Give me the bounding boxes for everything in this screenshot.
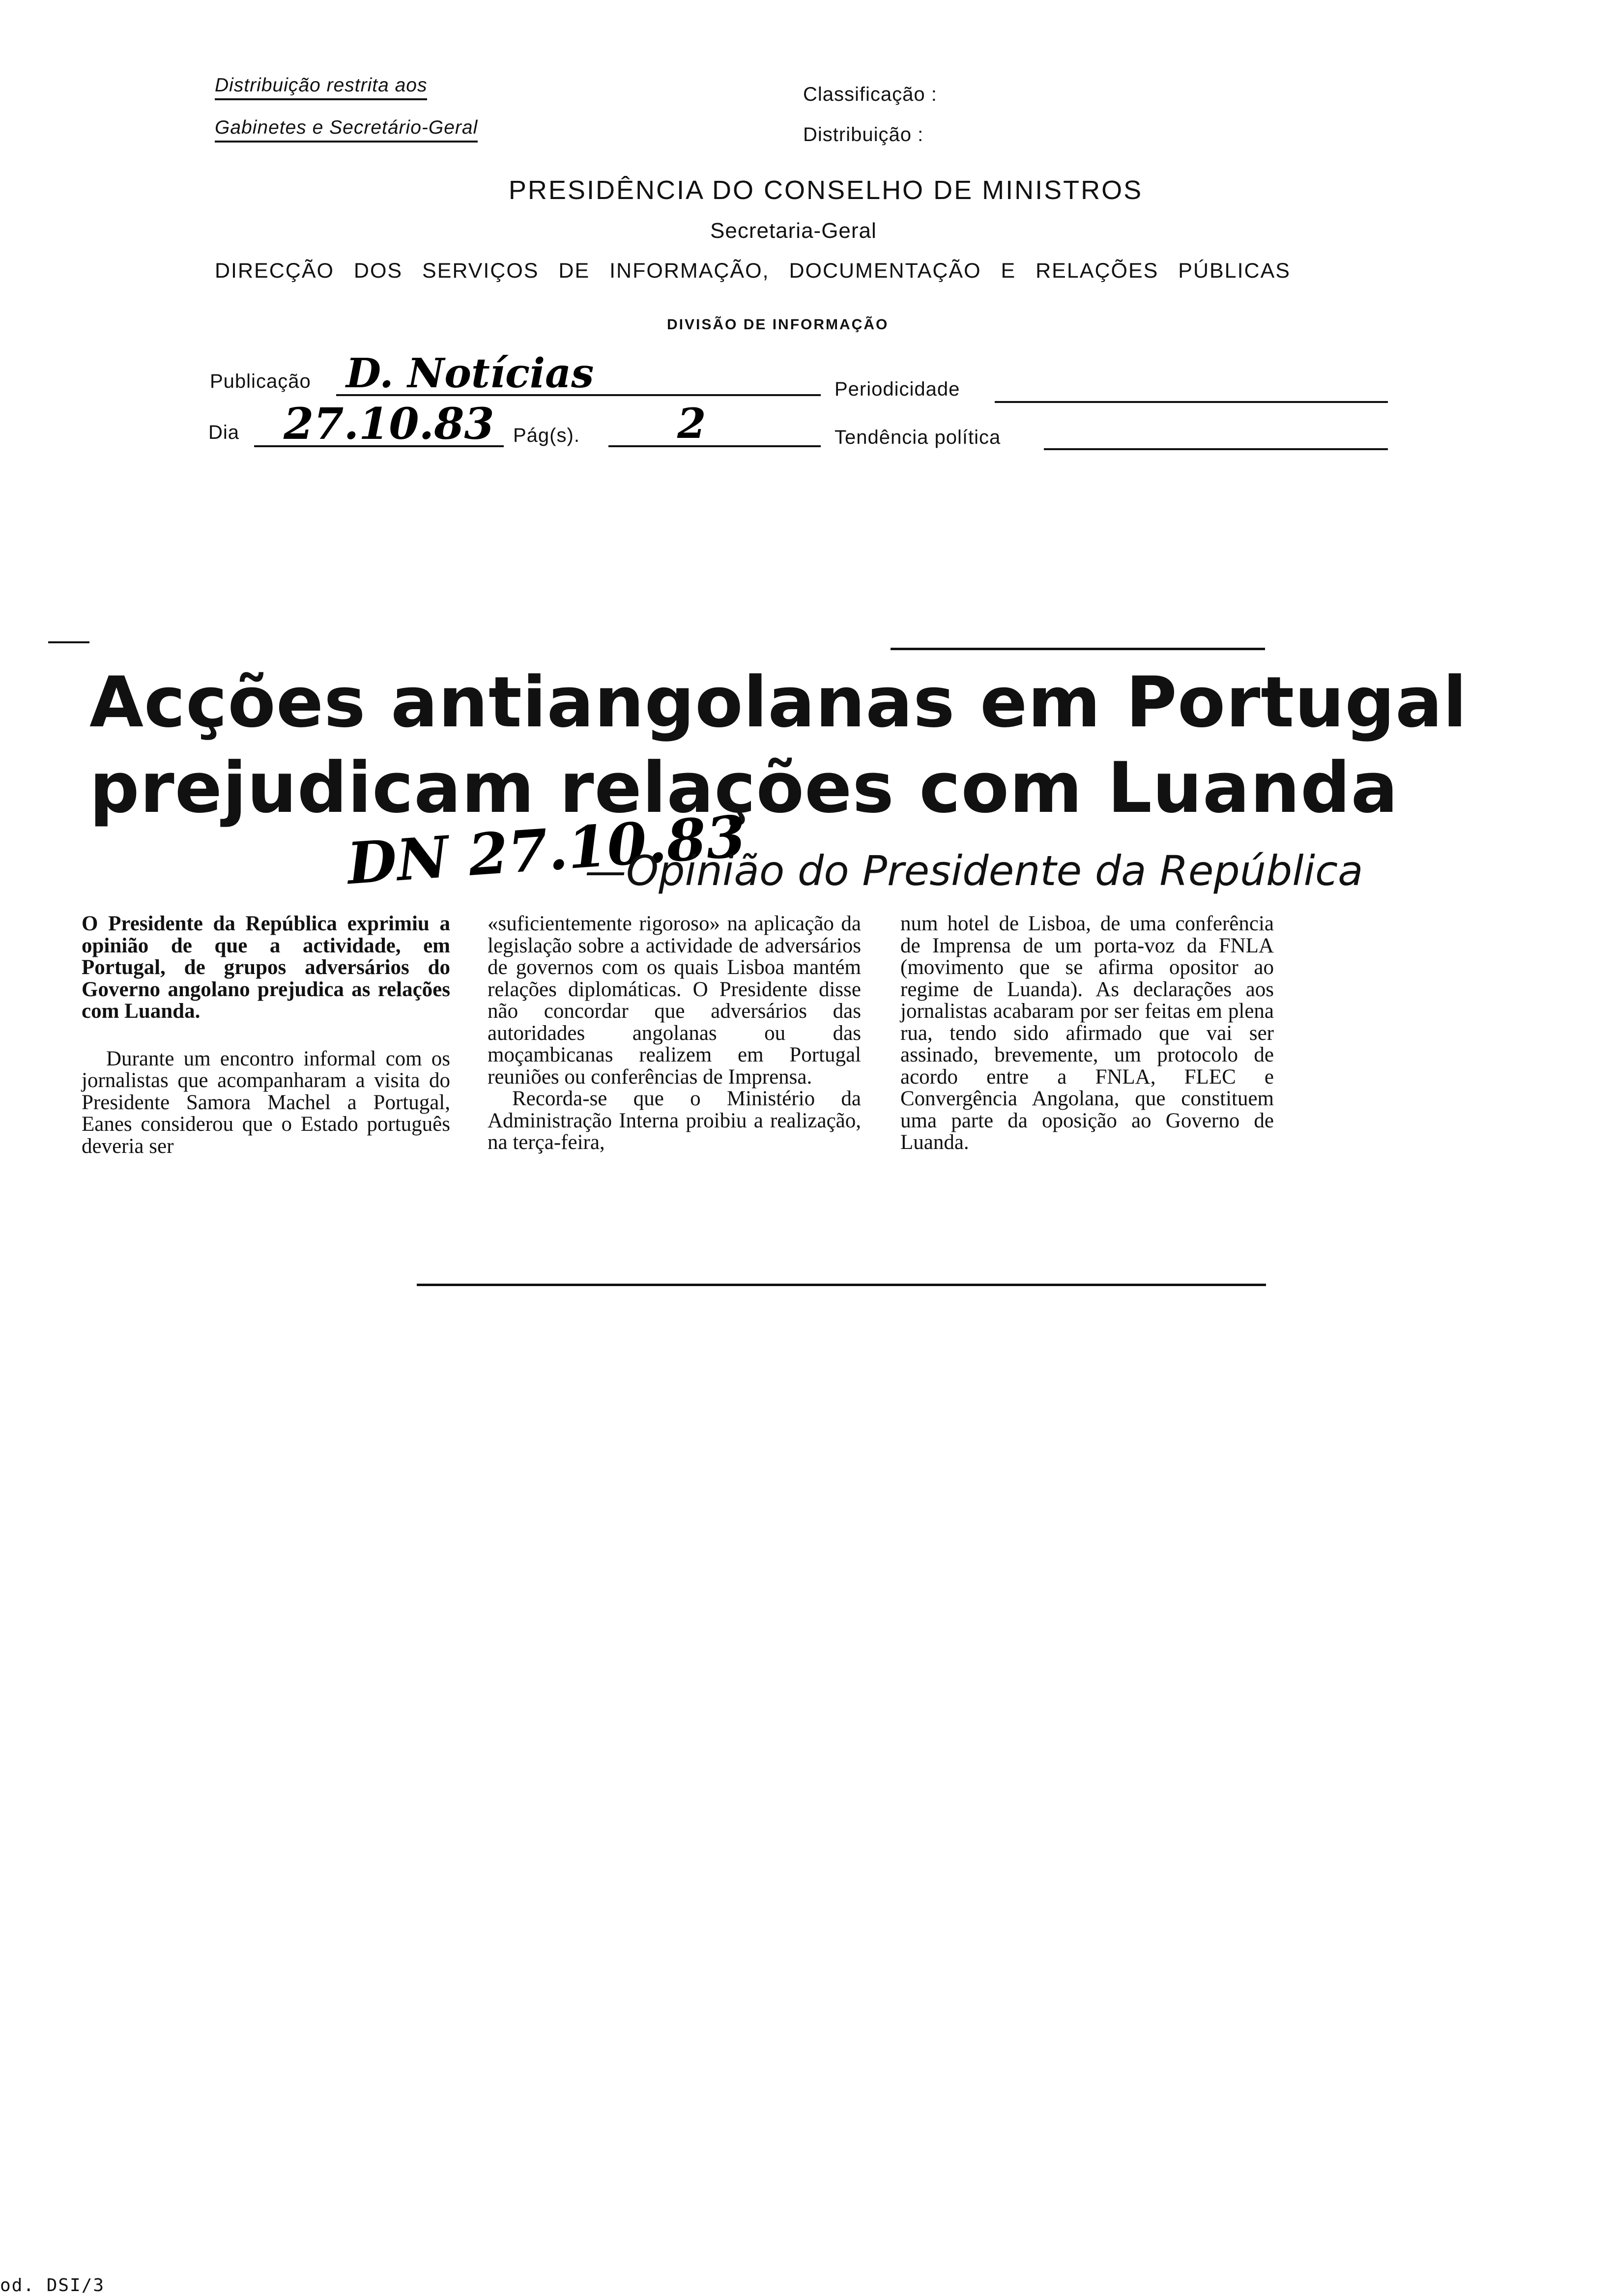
political-tendency-field bbox=[1044, 430, 1388, 450]
distribution-restricted-line1: Distribuição restrita aos bbox=[215, 75, 427, 100]
article-column-1 bbox=[82, 913, 450, 1157]
handwritten-source-stamp: DN 27.10.83 bbox=[345, 803, 748, 898]
distribution-restricted-line2: Gabinetes e Secretário-Geral bbox=[215, 117, 478, 143]
distribution-label: Distribuição : bbox=[803, 124, 924, 145]
secretariat-title: Secretaria-Geral bbox=[710, 219, 877, 243]
headline-line2: prejudicam relações com Luanda bbox=[89, 747, 1399, 829]
article-paragraph: «suficientemente rigoroso» na aplicação da legislação sobre a actividade de adversários de governos com os quais Lisboa mantém relações diplomáticas. O Presidente disse não concordar que adversários das autoridades angolanas ou das moçambicanas realizem em Portugal reuniões ou conferências de Imprensa. bbox=[488, 912, 861, 1089]
political-tendency-label: Tendência política bbox=[835, 427, 1001, 448]
top-rule bbox=[891, 648, 1265, 650]
agency-title: PRESIDÊNCIA DO CONSELHO DE MINISTROS bbox=[508, 175, 1143, 205]
publication-label: Publicação bbox=[210, 371, 311, 392]
pages-field bbox=[608, 399, 821, 448]
day-handwriting: 27.10.83 bbox=[284, 398, 494, 449]
day-label: Dia bbox=[208, 422, 240, 443]
publication-field bbox=[336, 350, 821, 397]
article-lead-paragraph: O Presidente da República exprimiu a opinião de que a actividade, em Portugal, de grupos adversários do Governo angolano prejudica as relações com Luanda. bbox=[82, 912, 450, 1023]
day-field bbox=[254, 398, 504, 449]
bottom-rule bbox=[417, 1284, 1266, 1286]
pages-handwriting: 2 bbox=[677, 399, 706, 448]
publication-handwriting: D. Notícias bbox=[346, 350, 594, 397]
form-code: od. DSI/3 bbox=[0, 2275, 105, 2296]
periodicity-field bbox=[995, 381, 1388, 403]
pages-label: Pág(s). bbox=[513, 425, 580, 446]
article-column-2 bbox=[488, 913, 861, 1154]
article-paragraph: Durante um encontro informal com os jornalistas que acompanharam a visita do Presidente Samora Machel a Portugal, Eanes considerou que o Estado português deveria ser bbox=[82, 1047, 450, 1158]
article-paragraph: Recorda-se que o Ministério da Administração Interna proibiu a realização, na terça-feira, bbox=[488, 1087, 861, 1154]
periodicity-label: Periodicidade bbox=[835, 378, 960, 400]
directorate-title: DIRECÇÃO DOS SERVIÇOS DE INFORMAÇÃO, DOCUMENTAÇÃO E RELAÇÕES PÚBLICAS bbox=[215, 259, 1291, 283]
classification-label: Classificação : bbox=[803, 84, 937, 105]
division-title: DIVISÃO DE INFORMAÇÃO bbox=[667, 316, 889, 333]
subheadline: —Opinião do Presidente da República bbox=[585, 847, 1363, 895]
article-paragraph: num hotel de Lisboa, de uma conferência de Imprensa de um porta-voz da FNLA (movimento que se afirma opositor ao regime de Luanda). As declarações aos jornalistas acabaram por ser feitas em plena rua, tendo sido afirmado que vai ser assinado, brevemente, um protocolo de acordo entre a FNLA, FLEC e Convergência Angolana, que constituem uma parte da oposição ao Governo de Luanda. bbox=[900, 912, 1274, 1154]
article-column-3 bbox=[900, 913, 1274, 1154]
headline-line1: Acções antiangolanas em Portugal bbox=[89, 662, 1468, 743]
clipping-mark-left bbox=[48, 641, 89, 643]
